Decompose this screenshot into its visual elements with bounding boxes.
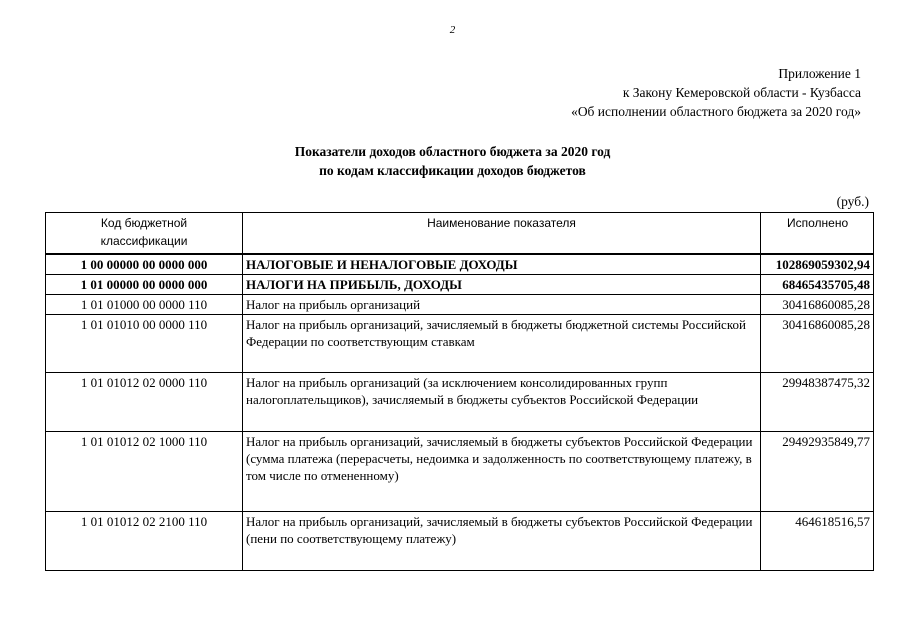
- header-sum: Исполнено: [761, 213, 874, 255]
- row-name: Налог на прибыль организаций, зачисляемый в бюджеты субъектов Российской Федерации (пени по соответствующему платежу): [243, 512, 761, 571]
- annex-header: [571, 64, 861, 121]
- annex-line-1: Приложение 1: [778, 66, 861, 81]
- row-sum: 102869059302,94: [761, 254, 874, 275]
- row-name: Налог на прибыль организаций (за исключением консолидированных групп налогоплательщиков), зачисляемый в бюджеты субъектов Российской Федерации: [243, 373, 761, 432]
- annex-line-3: «Об исполнении областного бюджета за 2020 год»: [571, 104, 861, 119]
- units-label: (руб.): [836, 194, 869, 209]
- title-line-2: по кодам классификации доходов бюджетов: [319, 163, 586, 178]
- page-number: 2: [449, 24, 456, 36]
- row-name: Налог на прибыль организаций: [243, 295, 761, 315]
- row-code: 1 01 00000 00 0000 000: [46, 275, 243, 295]
- row-sum: 29492935849,77: [761, 432, 874, 512]
- table-row: [46, 275, 874, 295]
- row-sum: 30416860085,28: [761, 295, 874, 315]
- row-sum: 30416860085,28: [761, 315, 874, 373]
- table-row: [46, 254, 874, 275]
- title-line-1: Показатели доходов областного бюджета за 2020 год: [294, 144, 611, 159]
- table-row: [46, 432, 874, 512]
- table-header-row: [46, 213, 874, 255]
- row-sum: 68465435705,48: [761, 275, 874, 295]
- row-name: Налог на прибыль организаций, зачисляемый в бюджеты субъектов Российской Федерации (сумма платежа (перерасчеты, недоимка и задолженность по соответствующему платежу, в том числе по отмененному): [243, 432, 761, 512]
- row-name: НАЛОГОВЫЕ И НЕНАЛОГОВЫЕ ДОХОДЫ: [243, 254, 761, 275]
- table-row: [46, 512, 874, 571]
- annex-line-2: к Закону Кемеровской области - Кузбасса: [622, 85, 861, 100]
- table-row: [46, 373, 874, 432]
- row-code: 1 00 00000 00 0000 000: [46, 254, 243, 275]
- row-name: НАЛОГИ НА ПРИБЫЛЬ, ДОХОДЫ: [243, 275, 761, 295]
- row-sum: 29948387475,32: [761, 373, 874, 432]
- row-code: 1 01 01012 02 1000 110: [46, 432, 243, 512]
- revenue-table: [45, 212, 874, 571]
- table-row: [46, 315, 874, 373]
- row-sum: 464618516,57: [761, 512, 874, 571]
- row-code: 1 01 01000 00 0000 110: [46, 295, 243, 315]
- row-code: 1 01 01012 02 2100 110: [46, 512, 243, 571]
- document-title: [0, 142, 905, 180]
- header-name: Наименование показателя: [243, 213, 761, 255]
- header-code: [46, 213, 243, 255]
- row-name: Налог на прибыль организаций, зачисляемый в бюджеты бюджетной системы Российской Федерации по соответствующим ставкам: [243, 315, 761, 373]
- table-row: [46, 295, 874, 315]
- header-code-line-2: классификации: [100, 234, 188, 248]
- row-code: 1 01 01010 00 0000 110: [46, 315, 243, 373]
- header-code-line-1: Код бюджетной: [100, 216, 188, 230]
- row-code: 1 01 01012 02 0000 110: [46, 373, 243, 432]
